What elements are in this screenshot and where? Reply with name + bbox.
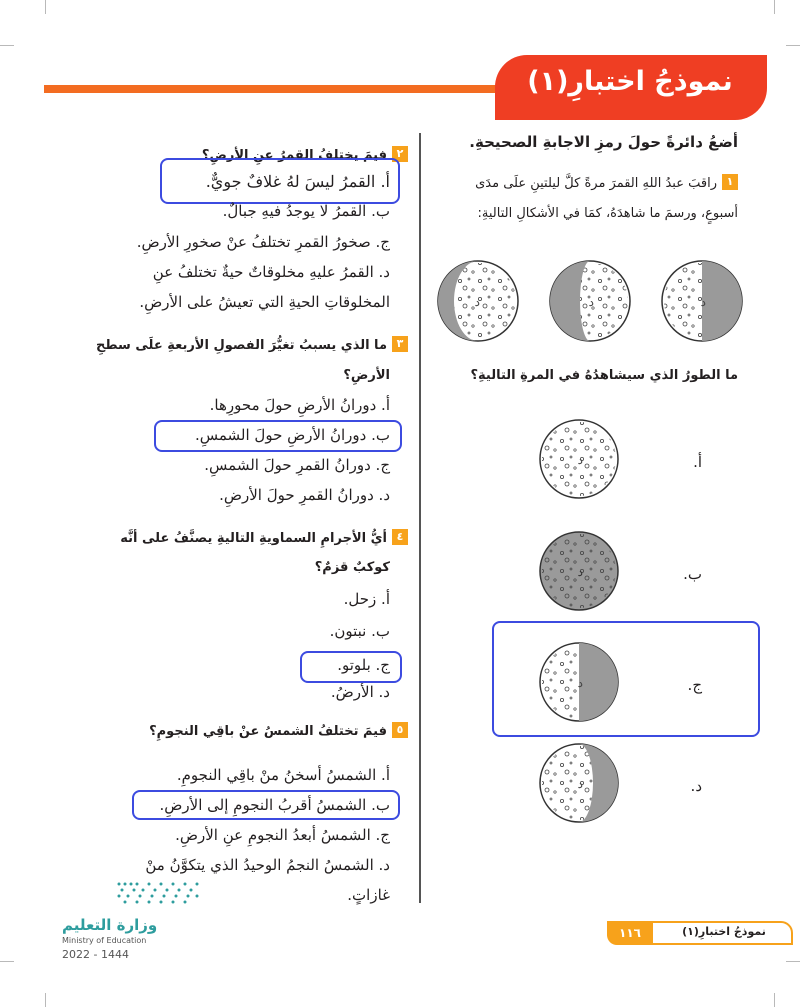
svg-text:د: د	[474, 295, 480, 309]
svg-text:د: د	[577, 676, 583, 690]
q3-question-cont: الأرضِ؟	[343, 368, 390, 383]
q4-option-c[interactable]: ج. بلوتو.	[337, 656, 390, 674]
ministry-logo-english: Ministry of Education	[62, 936, 147, 945]
q1-text	[475, 174, 738, 191]
footer-label: نموذجُ اختبارِ(١)	[682, 925, 766, 938]
q3-option-a[interactable]: أ. دورانُ الأرضِ حولَ محورِها.	[209, 396, 390, 414]
crop-mark	[786, 961, 800, 962]
moon-phase-2-icon	[550, 261, 630, 341]
q4-option-a[interactable]: أ. زحل.	[343, 590, 390, 608]
moon-phase-3-icon	[662, 261, 742, 341]
q5-question: ٥فيمَ تختلفُ الشمسُ عنْ باقِي النجومِ؟	[149, 722, 408, 739]
svg-text:د: د	[588, 295, 594, 309]
page-number: ١١٦	[607, 921, 653, 945]
q1-line1: راقبَ عبدُ اللهِ القمرَ مرةً كلَّ ليلتينِ علَى مدَى	[475, 176, 717, 191]
q1-line2: أسبوعٍ، ورسمَ ما شاهدَهُ، كمَا في الأشكالِ التاليةِ:	[477, 206, 738, 221]
crop-mark	[774, 993, 775, 1007]
q2-option-d[interactable]: د. القمرُ عليهِ مخلوقاتٌ حيةٌ تختلفُ عنِ	[152, 263, 390, 281]
crop-mark	[45, 993, 46, 1007]
correct-answer-highlight-q1	[492, 621, 760, 737]
crop-mark	[0, 45, 14, 46]
column-divider	[419, 133, 421, 903]
q1-question: ما الطورُ الذي سيشاهدُهُ في المرةِ التاليةِ؟	[470, 368, 738, 383]
svg-text:د: د	[577, 565, 583, 579]
q4-number: ٤	[392, 529, 408, 545]
dot-pattern-icon	[115, 880, 201, 906]
crop-mark	[45, 0, 46, 14]
svg-text:د: د	[700, 295, 706, 309]
moon-phase-1-icon	[438, 261, 518, 341]
option-b-moon-icon	[538, 530, 620, 612]
crop-mark	[786, 45, 800, 46]
instruction: أضعُ دائرةً حولَ رمزِ الاجابةِ الصحيحةِ.	[469, 133, 738, 151]
q3-number: ٣	[392, 336, 408, 352]
observed-moon-phases	[436, 258, 748, 344]
ministry-logo-arabic: وزارة التعليم	[62, 916, 158, 934]
q1-number: ١	[722, 174, 738, 190]
q2-option-b[interactable]: ب. القمرُ لا يوجدُ فيهِ جبالٌ.	[222, 202, 390, 220]
q2-option-c[interactable]: ج. صخورُ القمرِ تختلفُ عنْ صخورِ الأرضِ.	[136, 233, 390, 251]
q3-option-d[interactable]: د. دورانُ القمرِ حولَ الأرضِ.	[219, 486, 390, 504]
q1-option-d[interactable]: د.	[690, 777, 702, 795]
edition-year: 2022 - 1444	[62, 948, 129, 961]
q4-question-cont: كوكبٌ قزمٌ؟	[314, 560, 390, 575]
q4-question: ٤أيُّ الأجرامِ السماويةِ التاليةِ يصنَّفُ على أنَّه	[120, 529, 408, 546]
q2-number: ٢	[392, 146, 408, 162]
svg-text:د: د	[577, 453, 583, 467]
svg-text:د: د	[577, 777, 583, 791]
q5-option-c[interactable]: ج. الشمسُ أبعدُ النجومِ عنِ الأرضِ.	[175, 826, 390, 844]
q2-option-a[interactable]: أ. القمرُ ليسَ لهُ غلافٌ جويٌّ.	[205, 172, 390, 191]
q3-option-b[interactable]: ب. دورانُ الأرضِ حولَ الشمسِ.	[194, 426, 390, 444]
q4-option-b[interactable]: ب. نبتون.	[329, 622, 390, 640]
q3-option-c[interactable]: ج. دورانُ القمرِ حولَ الشمسِ.	[204, 456, 390, 474]
crop-mark	[774, 0, 775, 14]
crop-mark	[0, 961, 14, 962]
q1-option-b[interactable]: ب.	[683, 565, 702, 583]
q5-option-a[interactable]: أ. الشمسُ أسخنُ منْ باقِي النجومِ.	[176, 766, 390, 784]
q5-option-b[interactable]: ب. الشمسُ أقربُ النجومِ إلى الأرضِ.	[159, 796, 390, 814]
option-a-moon-icon	[538, 418, 620, 500]
q3-question: ٣ما الذي يسببُ تغيُّرَ الفصولِ الأربعةِ علَى سطحِ	[96, 336, 408, 353]
q2-option-d-cont: المخلوقاتِ الحيةِ التي تعيشُ على الأرضِ.	[139, 293, 390, 311]
q5-option-d-cont: غازاتٍ.	[347, 886, 390, 904]
page-title: نموذجُ اختبارِ(١)	[527, 66, 733, 97]
q5-option-d[interactable]: د. الشمسُ النجمُ الوحيدُ الذي يتكوَّنُ منْ	[145, 856, 390, 874]
title-underline	[44, 85, 504, 93]
q1-option-c[interactable]: ج.	[687, 676, 702, 694]
q1-option-a[interactable]: أ.	[693, 453, 702, 471]
option-c-moon-icon	[538, 641, 620, 723]
q2-question: ٢فيمَ يختلفُ القمرُ عنِ الأرضِ؟	[202, 146, 408, 163]
q4-option-d[interactable]: د. الأرضُ.	[330, 683, 390, 701]
q5-number: ٥	[392, 722, 408, 738]
option-d-moon-icon	[538, 742, 620, 824]
